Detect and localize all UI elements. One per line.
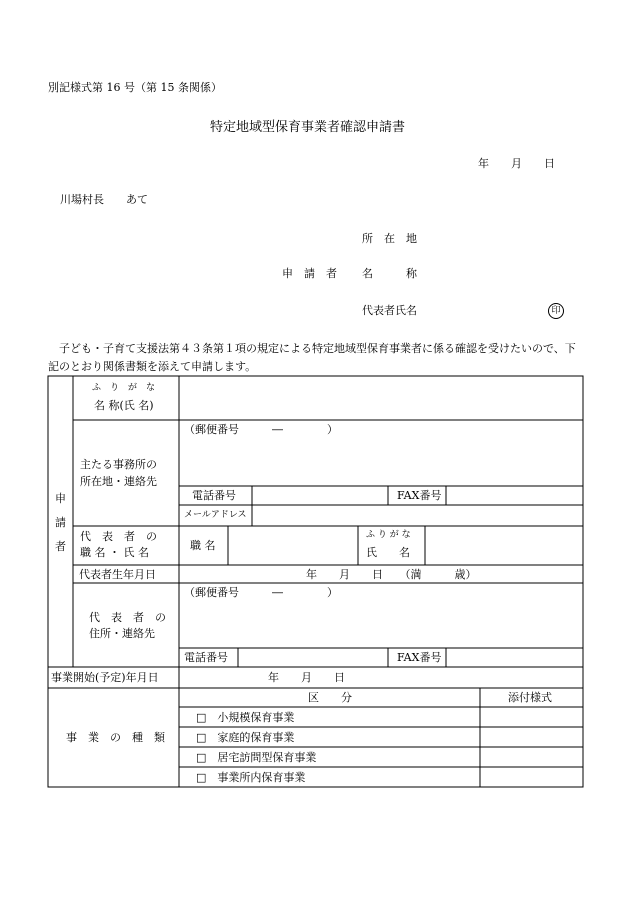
- rep-name-label: 氏 名: [366, 546, 410, 559]
- start-date-value: 年 月 日: [268, 671, 345, 684]
- attachment-header: 添付様式: [508, 691, 552, 704]
- form-number: 別記様式第 16 号（第 15 条関係）: [48, 81, 222, 94]
- postal-code-label-2: （郵便番号 ― ）: [184, 586, 338, 599]
- business-option-home-visit[interactable]: □ 居宅訪問型保育事業: [196, 751, 317, 764]
- phone-label: 電話番号: [192, 489, 236, 502]
- address-label: 所 在 地: [362, 232, 417, 245]
- body-text: 子ども・子育て支援法第４３条第１項の規定による特定地域型保育事業者に係る確認を受けたいので、下記のとおり関係書類を添えて申請します。: [48, 342, 576, 373]
- job-title-label: 職 名: [190, 539, 216, 552]
- fax-label: FAX番号: [397, 489, 442, 502]
- business-option-home-based[interactable]: □ 家庭的保育事業: [196, 731, 295, 744]
- applicant-label: 申 請 者: [282, 267, 337, 280]
- business-option-small-scale[interactable]: □ 小規模保育事業: [196, 711, 295, 724]
- furigana-label: ふ り が な: [92, 383, 156, 393]
- postal-code-label: （郵便番号 ― ）: [184, 423, 338, 436]
- category-header: 区 分: [308, 691, 352, 704]
- business-kind-label: 事 業 の 種 類: [66, 731, 165, 744]
- birth-date-value: 年 月 日 （満 歳）: [306, 568, 477, 581]
- rep-furigana-label: ふ り が な: [366, 530, 411, 540]
- business-option-workplace[interactable]: □ 事業所内保育事業: [196, 771, 306, 784]
- date-line: 年 月 日: [478, 157, 555, 170]
- office-label-line1: 主たる事務所の: [80, 458, 157, 471]
- office-label-line2: 所在地・連絡先: [80, 475, 157, 488]
- start-date-label: 事業開始(予定)年月日: [51, 671, 159, 684]
- side-label-3: 者: [55, 540, 66, 553]
- rep-label-line2: 職 名 ・ 氏 名: [80, 546, 149, 559]
- rep-address-label-line1: 代 表 者 の: [89, 611, 166, 624]
- name-label: 名 称: [362, 267, 417, 280]
- rep-label-line1: 代 表 者 の: [80, 530, 157, 543]
- addressee: 川場村長 あて: [60, 193, 148, 206]
- side-label-1: 申: [55, 492, 66, 505]
- name-field-label: 名 称(氏 名): [94, 399, 154, 412]
- email-label: メールアドレス: [184, 510, 247, 520]
- fax-label-2: FAX番号: [397, 651, 442, 664]
- rep-address-label-line2: 住所・連絡先: [89, 627, 155, 640]
- phone-label-2: 電話番号: [184, 651, 228, 664]
- form-title: 特定地域型保育事業者確認申請書: [210, 120, 406, 135]
- representative-label: 代表者氏名: [362, 304, 417, 317]
- seal-mark: 印: [548, 303, 564, 319]
- birth-date-label: 代表者生年月日: [79, 568, 156, 581]
- side-label-2: 請: [55, 516, 66, 529]
